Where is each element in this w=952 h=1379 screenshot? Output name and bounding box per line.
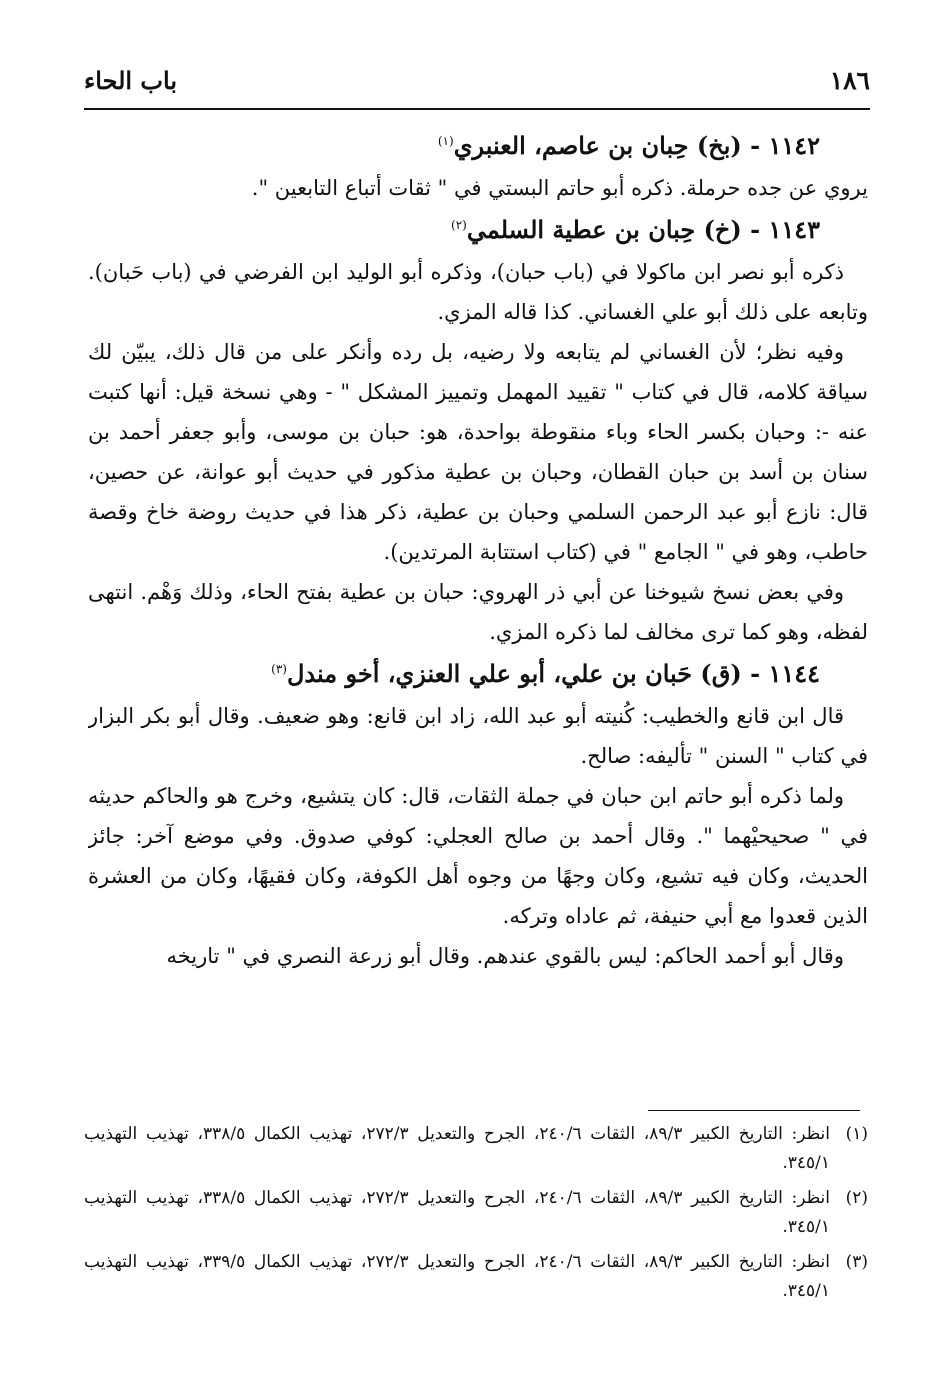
footnote [84,1248,868,1306]
entry-paragraph: ذكره أبو نصر ابن ماكولا في (باب حبان)، وذكره أبو الوليد ابن الفرضي في (باب حَبان). وتابعه على ذلك أبو علي الغساني. كذا قاله المزي. [88,260,868,324]
entry-paragraph: وفي بعض نسخ شيوخنا عن أبي ذر الهروي: حبان بن عطية بفتح الحاء، وذلك وَهْم. انتهى لفظه، وهو كما ترى مخالف لما ذكره المزي. [88,580,868,644]
entry-title [88,124,868,168]
entry-paragraph: وفيه نظر؛ لأن الغساني لم يتابعه ولا رضيه، بل رده وأنكر على من قال ذلك، يبيّن لك سياقة كلامه، قال في كتاب " تقييد المهمل وتمييز المشكل " - وهي نسخة قيل: أنها كتبت عنه -: وحبان بكسر الحاء وباء منقوطة بواحدة، هو: حبان بن موسى، وأبو جعفر أحمد بن سنان بن أسد بن حبان القطان، وحبان بن عطية مذكور في حديث أبو عوانة، عن حصين، قال: نازع أبو عبد الرحمن السلمي وحبان بن عطية، ذكر هذا في حديث روضة خاخ وقصة حاطب، وهو في " الجامع " في (كتاب استتابة المرتدين). [88,340,868,564]
footnote [84,1184,868,1242]
entry-paragraph: قال ابن قانع والخطيب: كُنيته أبو عبد الله، زاد ابن قانع: وهو ضعيف. وقال أبو بكر البزار في كتاب " السنن " تأليفه: صالح. [88,704,868,768]
header-rule [84,108,870,110]
entry-title [88,652,868,696]
entry-title [88,208,868,252]
footnote-text: انظر: التاريخ الكبير ٨٩/٣، الثقات ٢٤٠/٦، الجرح والتعديل ٢٧٢/٣، تهذيب الكمال ٣٣٨/٥، تهذيب التهذيب ٣٤٥/١. [84,1188,831,1237]
page-header [84,66,870,106]
footnote-separator [648,1110,860,1111]
footnote-ref: (٣) [271,662,287,676]
entry-1142 [88,124,868,208]
entry-title-text: ١١٤٣ - (خ) حِبان بن عطية السلمي [466,215,820,244]
footnote [84,1120,868,1178]
footnote-text: انظر: التاريخ الكبير ٨٩/٣، الثقات ٢٤٠/٦، الجرح والتعديل ٢٧٢/٣، تهذيب الكمال ٣٣٨/٥، تهذيب التهذيب ٣٤٥/١. [84,1124,831,1173]
footnote-number: (٣) [845,1252,868,1272]
footnote-number: (٢) [845,1188,868,1208]
entry-title-text: ١١٤٢ - (بخ) حِبان بن عاصم، العنبري [453,131,820,160]
entry-1144 [88,652,868,976]
footnote-text: انظر: التاريخ الكبير ٨٩/٣، الثقات ٢٤٠/٦، الجرح والتعديل ٢٧٢/٣، تهذيب الكمال ٣٣٩/٥، تهذيب التهذيب ٣٤٥/١. [84,1252,831,1301]
entry-paragraph: وقال أبو أحمد الحاكم: ليس بالقوي عندهم. وقال أبو زرعة النصري في " تاريخه [166,944,844,968]
footnote-number: (١) [845,1124,868,1144]
entry-paragraph: يروي عن جده حرملة. ذكره أبو حاتم البستي في " ثقات أتباع التابعين ". [251,176,868,200]
footnote-ref: (٢) [451,218,467,232]
page-number: ١٨٦ [829,66,870,95]
running-title: باب الحاء [84,66,178,95]
entry-1143 [88,208,868,652]
entry-paragraph: ولما ذكره أبو حاتم ابن حبان في جملة الثقات، قال: كان يتشيع، وخرج هو والحاكم حديثه في " صحيحيْهما ". وقال أحمد بن صالح العجلي: كوفي صدوق. وفي موضع آخر: جائز الحديث، وكان فيه تشيع، وكان وجهًا من وجوه أهل الكوفة، وكان فقيهًا، وكان من العشرة الذين قعدوا مع أبي حنيفة، ثم عاداه وتركه. [88,784,868,928]
entry-title-text: ١١٤٤ - (ق) حَبان بن علي، أبو علي العنزي، أخو مندل [286,659,820,688]
footnote-ref: (١) [437,134,454,148]
main-text [88,124,868,1084]
footnotes [84,1120,868,1312]
